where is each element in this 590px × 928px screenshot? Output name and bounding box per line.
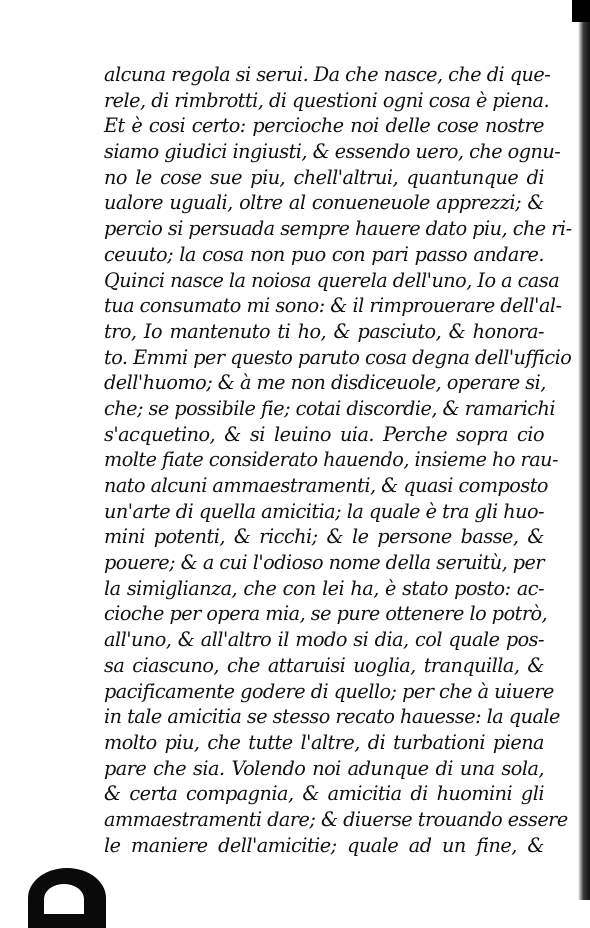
text-line: percio si persuada sempre hauere dato piu, che ri- xyxy=(104,217,572,241)
text-line: che; se possibile fie; cotai discordie, & ramarichi xyxy=(104,396,556,420)
text-line: un'arte di quella amicitia; la quale è tra gli huo- xyxy=(104,499,544,523)
page-corner-mark xyxy=(572,0,590,22)
text-line: siamo giudici ingiusti, & essendo uero, che ognu- xyxy=(104,140,561,164)
text-line: nato alcuni ammaestramenti, & quasi composto xyxy=(104,474,548,497)
text-line: rele, di rimbrotti, di questioni ogni cosa è piena. xyxy=(104,88,550,112)
text-line: alcuna regola si serui. Da che nasce, che di que- xyxy=(104,63,551,86)
text-line: le maniere dell'amicitie; quale ad un fine, & xyxy=(104,833,544,857)
text-line: all'uno, & all'altro il modo si dia, col quale pos- xyxy=(104,628,544,652)
body-text xyxy=(104,62,572,858)
text-line: la simiglianza, che con lei ha, è stato posto: ac- xyxy=(104,576,544,600)
text-line: ceuuto; la cosa non puo con pari passo andare. xyxy=(104,242,544,266)
text-line: & certa compagnia, & amicitia di huomini gli xyxy=(104,782,544,806)
text-line: Quinci nasce la noiosa querela dell'uno, Io a casa xyxy=(104,268,560,292)
text-line: dell'huomo; & à me non disdiceuole, operare si, xyxy=(104,371,546,395)
text-line: pacificamente godere di quello; per che à uiuere xyxy=(104,679,554,703)
page-edge-shadow xyxy=(578,0,590,900)
text-line: ualore uguali, oltre al conueneuole apprezzi; & xyxy=(104,191,544,215)
text-line: tro, Io mantenuto ti ho, & pasciuto, & honora- xyxy=(104,319,544,343)
text-line: cioche per opera mia, se pure ottenere lo potrò, xyxy=(104,602,548,626)
text-line: no le cose sue piu, chell'altrui, quantunque di xyxy=(104,165,544,189)
text-line: molte fiate considerato hauendo, insieme ho rau- xyxy=(104,448,558,472)
text-line: pouere; & a cui l'odioso nome della seruitù, per xyxy=(104,551,545,575)
text-line: pare che sia. Volendo noi adunque di una sola, xyxy=(104,756,544,780)
text-line: tua consumato mi sono: & il rimprouerare dell'al- xyxy=(104,294,562,318)
text-line: sa ciascuno, che attaruisi uoglia, tranquilla, & xyxy=(104,653,544,677)
text-line: mini potenti, & ricchi; & le persone basse, & xyxy=(104,525,544,549)
text-line: Et è cosi certo: percioche noi delle cose nostre xyxy=(104,114,544,138)
printer-ornament-center xyxy=(44,884,84,914)
text-line: in tale amicitia se stesso recato hauesse: la quale xyxy=(104,705,560,729)
text-line: s'acquetino, & si leuino uia. Perche sopra cio xyxy=(104,422,544,446)
text-line: to. Emmi per questo paruto cosa degna dell'ufficio xyxy=(104,345,572,369)
text-line: ammaestramenti dare; & diuerse trouando essere xyxy=(104,807,568,831)
text-line: molto piu, che tutte l'altre, di turbationi piena xyxy=(104,730,544,754)
